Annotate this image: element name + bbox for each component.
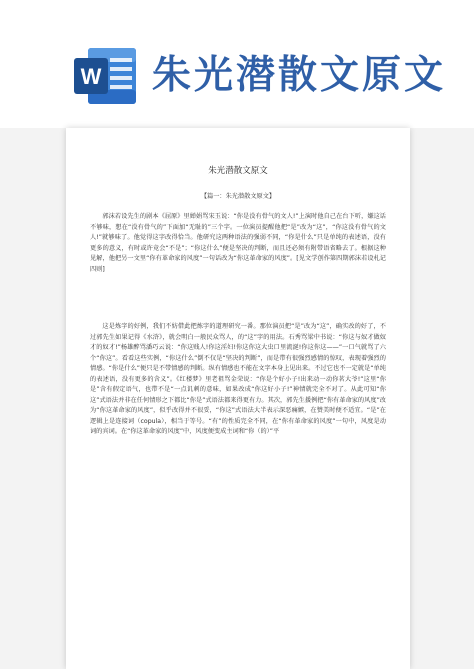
paragraph-1: 郭沫若设先生的剧本《屈原》里婵娟骂宋玉说：“你是没有骨气的文人!”上演时他自己在台下听，嫌这话不够味，想在“没有骨气的”下面加“无耻的”三个字。一位演员提醒他把“是”改为“这”，“你这没有骨气的文人!”就够味了。他觉得这字改得恰当。他研究这两种语法的强弱不同，“你是什么”只是单纯的表述语，没有更多的意义，有时或许竟会“不是”；“你这什么”便是坚决的判断，而且还必须有附带语省略去了。根据这种见解，他把另一文里“你有革命家的风度”一句话改为“你这革命家的风度”。[见文学创作第四期郭沫若设札记四则] bbox=[90, 213, 386, 273]
word-document-icon bbox=[72, 46, 138, 106]
banner-title: 朱光潜散文原文 bbox=[152, 52, 447, 98]
header-banner bbox=[0, 0, 474, 128]
paragraph-2: 这是炼字的好例，我们不妨借此把炼字的道理研究一番。那位演员把“是”改为“这”，确实改的好了，不过郭先生如果记得《水浒》，就会明白一般民众骂人，的“这”字的用法。石秀骂梁中书说：“你这与奴才做奴才的奴才!”杨雄醉骂潘巧云说：“你这贱人!你这淫妇!你这你这大虫口里流涎!你这你这——”一口气就骂了六个“你这”。看看这些实例，“你这什么”倒不仅是“坚决的判断”，而是带有很强烈感情的惊叹，表现着强烈的情感。“你是什么”便只是不带情感的判断。纵有情感也不能在文字本身上见出来。不过它也不一定就是“单纯的表述语，没有更多的含义”。《红楼梦》里老祖骂金荣说：“你是个好小子!出来动一动你茗大爷!”这里“你是”含有假定语气，也带不是“一点讥刺的意味，如果改成“你这好小子!”神情就完全不对了。从此可知“你这”式语法并非在任何情形之下都比“你是”式语法都来得更有力。其次，郭先生援例把“你有革命家的风度”改为“你这革命家的风度”，似乎改得并不很妥，“你这”式语法大半表示深恶痛嫉，在赞美时便不适宜。“是”在逻辑上是连接词（copula），相当于等号。“有”的性质完全不同，在“你有革命家的风度”一句中，风度是动词的宾词。在“你这革命家的风度”中，风度便变成主词和“你（的）”平 bbox=[90, 323, 386, 435]
document-page bbox=[66, 128, 410, 669]
section-label: 【篇一：朱光潜散文原文】 bbox=[200, 193, 276, 200]
document-title: 朱光潜散文原文 bbox=[208, 166, 268, 176]
word-logo-letter: W bbox=[80, 64, 102, 89]
